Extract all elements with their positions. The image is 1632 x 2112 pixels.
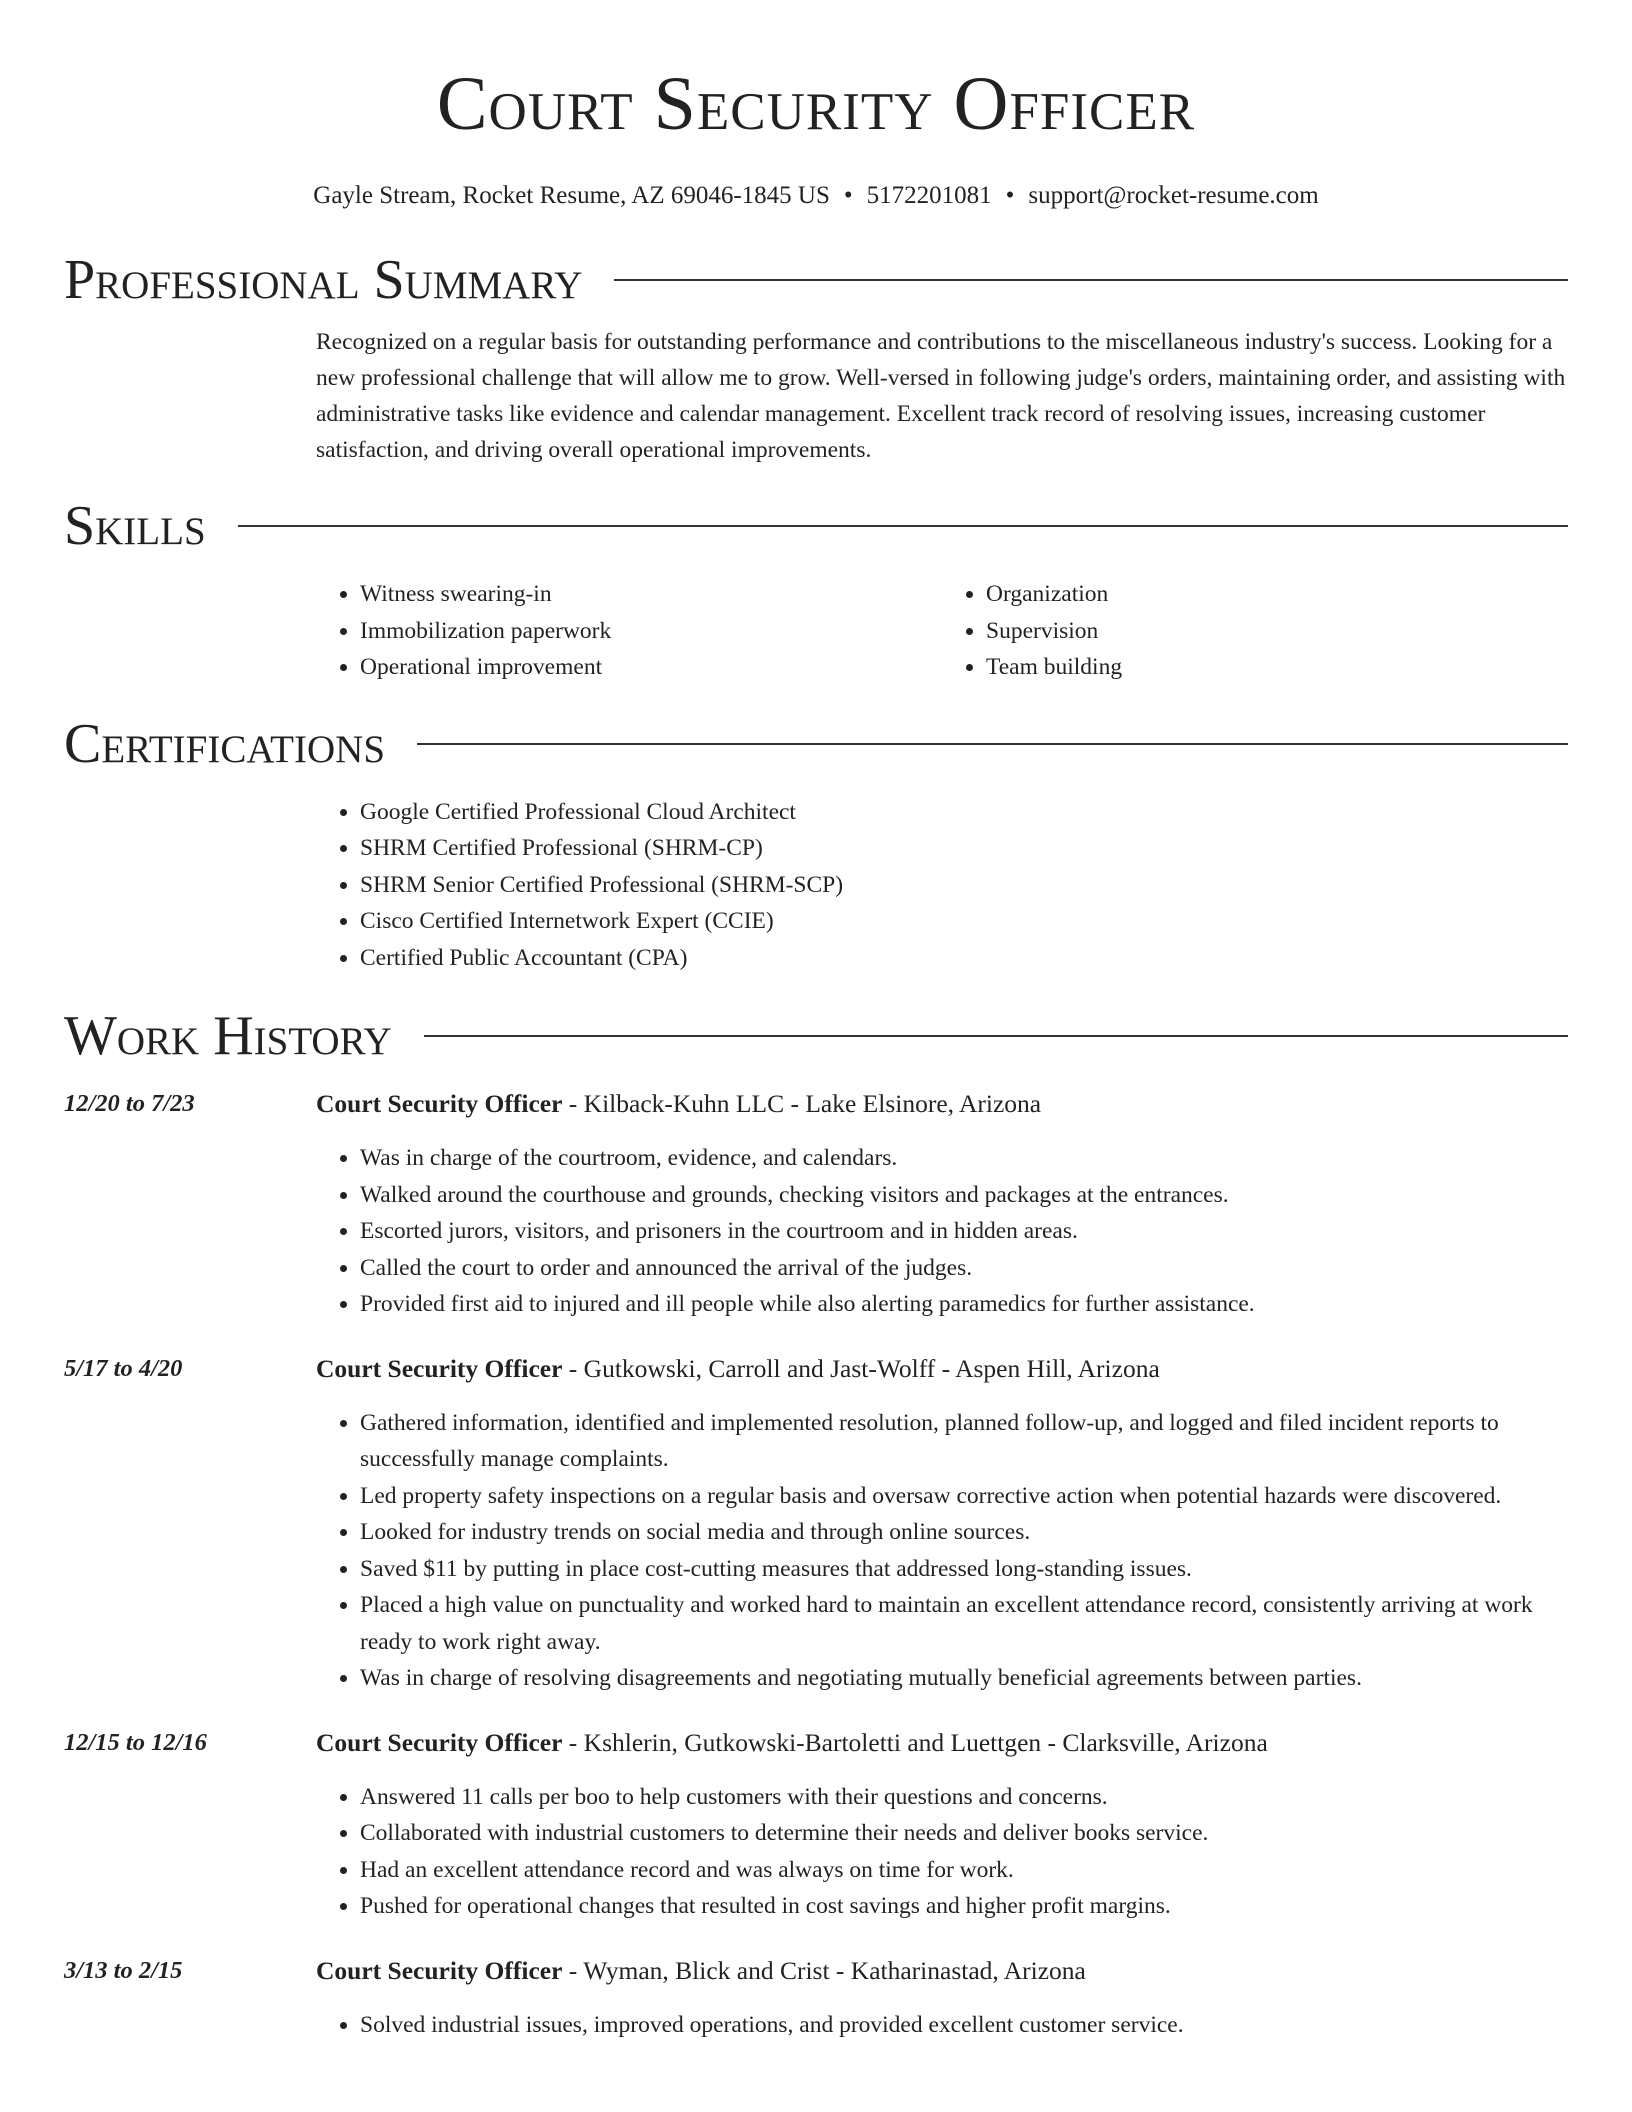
skills-column-right (942, 576, 1568, 686)
job-bullet: • Collaborated with industrial customers to determine their needs and deliver books service. (360, 1815, 1568, 1852)
contact-phone: 5172201081 (866, 182, 992, 209)
job-bullets (316, 1140, 1568, 1323)
section-divider (238, 525, 1568, 527)
skill-item: • Immobilization paperwork (360, 613, 942, 650)
contact-email: support@rocket-resume.com (1028, 182, 1319, 209)
skill-item: • Organization (986, 576, 1568, 613)
job-heading (316, 1955, 1568, 1987)
work-section-title: Work History (64, 1005, 392, 1067)
summary-section-title: Professional Summary (64, 249, 583, 311)
section-divider (614, 279, 1568, 281)
job-entry (64, 1088, 1568, 1323)
job-heading (316, 1088, 1568, 1120)
job-heading (316, 1353, 1568, 1385)
job-bullet: • Was in charge of resolving disagreements and negotiating mutually beneficial agreements between parties. (360, 1660, 1568, 1697)
skill-item: • Team building (986, 649, 1568, 686)
job-bullet: • Gathered information, identified and implemented resolution, planned follow-up, and logged and filed incident reports to successfully manage complaints. (360, 1405, 1568, 1478)
skill-item: • Supervision (986, 613, 1568, 650)
job-bullet: • Led property safety inspections on a regular basis and oversaw corrective action when potential hazards were discovered. (360, 1478, 1568, 1515)
job-employer: - Gutkowski, Carroll and Jast-Wolff - Aspen Hill, Arizona (562, 1353, 1160, 1383)
skills-section-header (64, 495, 1568, 557)
summary-body (316, 324, 1568, 468)
job-bullet: • Saved $11 by putting in place cost-cutting measures that addressed long-standing issues. (360, 1551, 1568, 1588)
job-employer: - Kilback-Kuhn LLC - Lake Elsinore, Arizona (562, 1089, 1042, 1118)
section-divider (417, 743, 1568, 745)
job-dates: 3/13 to 2/15 (64, 1956, 183, 1984)
job-title: Court Security Officer (316, 1955, 563, 1985)
certifications-list (316, 794, 1568, 977)
skill-item: • Operational improvement (360, 649, 942, 686)
summary-text: Recognized on a regular basis for outstanding performance and contributions to the miscellaneous industry's success. Looking for a new professional challenge that will allow me to grow. Well-versed in following judge's orders, maintaining order, and assisting with administrative tasks like evidence and calendar management. Excellent track record of resolving issues, increasing customer satisfaction, and driving overall operational improvements. (316, 329, 1566, 463)
contact-separator: • (843, 182, 853, 209)
skills-list (316, 576, 1568, 686)
job-bullet: • Answered 11 calls per boo to help customers with their questions and concerns. (360, 1779, 1568, 1816)
job-entry (64, 1353, 1568, 1697)
certification-item: • SHRM Certified Professional (SHRM-CP) (360, 830, 1568, 867)
candidate-name: Court Security Officer (436, 62, 1196, 146)
job-bullet: • Called the court to order and announced the arrival of the judges. (360, 1250, 1568, 1287)
section-divider (424, 1035, 1568, 1037)
certification-item: • Google Certified Professional Cloud Architect (360, 794, 1568, 831)
contact-line (64, 182, 1568, 210)
certifications-section-header (64, 712, 1568, 775)
job-bullets (316, 1405, 1568, 1697)
certification-item: • Certified Public Accountant (CPA) (360, 940, 1568, 977)
contact-separator: • (1005, 182, 1015, 209)
certification-item: • Cisco Certified Internetwork Expert (CCIE) (360, 903, 1568, 940)
job-title: Court Security Officer (316, 1353, 563, 1383)
work-section-header (64, 1005, 1568, 1067)
certification-item: • SHRM Senior Certified Professional (SHRM-SCP) (360, 867, 1568, 904)
job-employer: - Wyman, Blick and Crist - Katharinastad, Arizona (562, 1955, 1086, 1985)
job-bullet: • Provided first aid to injured and ill people while also alerting paramedics for further assistance. (360, 1286, 1568, 1323)
job-dates: 12/20 to 7/23 (64, 1090, 195, 1117)
job-bullets (316, 1779, 1568, 1925)
job-bullet: • Was in charge of the courtroom, evidence, and calendars. (360, 1140, 1568, 1177)
job-bullet: • Walked around the courthouse and grounds, checking visitors and packages at the entrances. (360, 1177, 1568, 1214)
job-entry (64, 1727, 1568, 1925)
skills-column-left (316, 576, 942, 686)
contact-address: Gayle Stream, Rocket Resume, AZ 69046-1845 US (313, 182, 830, 209)
certifications-section-title: Certifications (64, 712, 386, 775)
job-dates: 12/15 to 12/16 (64, 1728, 207, 1756)
skills-section-title: Skills (64, 495, 206, 557)
job-heading (316, 1727, 1568, 1759)
job-bullet: • Had an excellent attendance record and was always on time for work. (360, 1852, 1568, 1889)
summary-section-header (64, 249, 1568, 311)
job-bullets (316, 2007, 1568, 2044)
job-dates: 5/17 to 4/20 (64, 1354, 183, 1382)
job-title: Court Security Officer (316, 1089, 563, 1118)
job-title: Court Security Officer (316, 1727, 563, 1757)
job-bullet: • Escorted jurors, visitors, and prisoners in the courtroom and in hidden areas. (360, 1213, 1568, 1250)
job-employer: - Kshlerin, Gutkowski-Bartoletti and Luettgen - Clarksville, Arizona (562, 1727, 1268, 1757)
job-bullet: • Looked for industry trends on social media and through online sources. (360, 1514, 1568, 1551)
job-bullet: • Placed a high value on punctuality and worked hard to maintain an excellent attendance record, consistently arriving at work ready to work right away. (360, 1587, 1568, 1660)
skill-item: • Witness swearing-in (360, 576, 942, 613)
job-entry (64, 1955, 1568, 2044)
job-bullet: • Solved industrial issues, improved operations, and provided excellent customer service. (360, 2007, 1568, 2044)
job-bullet: • Pushed for operational changes that resulted in cost savings and higher profit margins. (360, 1888, 1568, 1925)
